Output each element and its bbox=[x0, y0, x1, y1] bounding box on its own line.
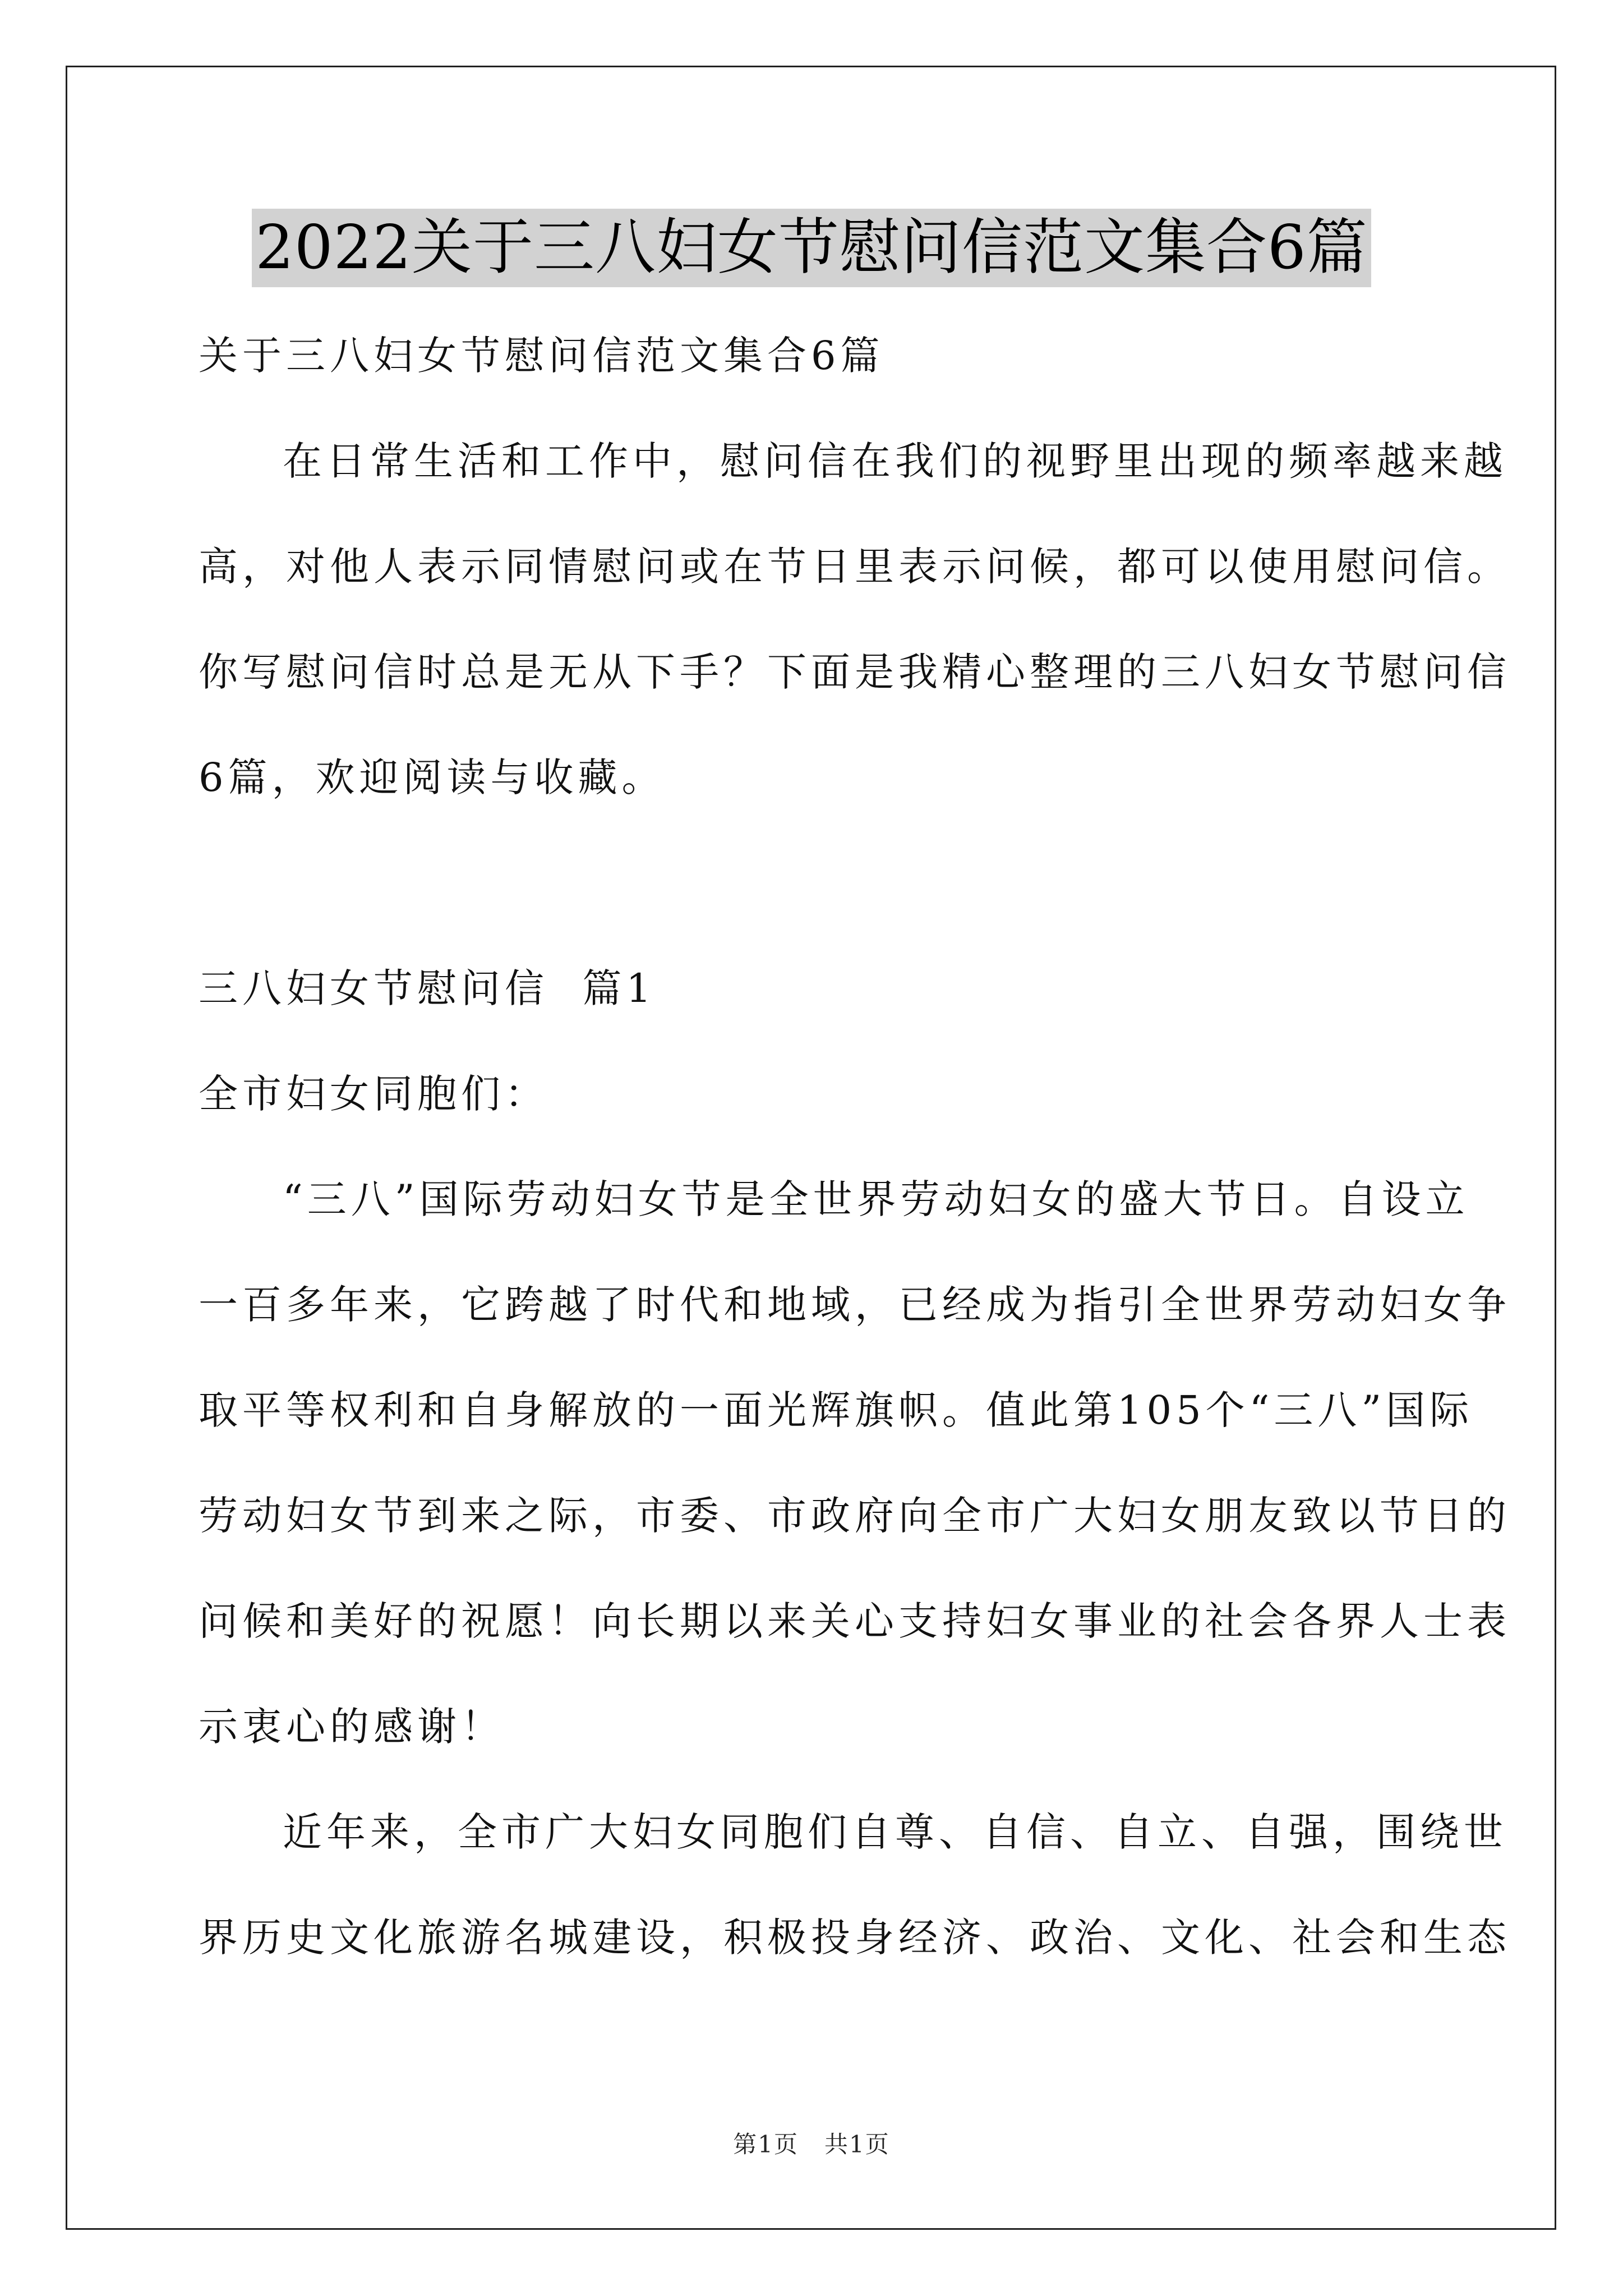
document-body bbox=[199, 303, 1511, 1990]
paragraph-line: 示衷心的感谢！ bbox=[199, 1704, 505, 1750]
intro-line: 高，对他人表示同情慰问或在节日里表示问候，都可以使用慰问信。 bbox=[199, 544, 1511, 590]
document-title: 2022关于三八妇女节慰问信范文集合6篇 bbox=[252, 209, 1371, 287]
page-footer: 第1页 共1页 bbox=[733, 2131, 890, 2158]
paragraph-line: “三八”国际劳动妇女节是全世界劳动妇女的盛大节日。自设立 bbox=[283, 1176, 1469, 1222]
intro-line: 在日常生活和工作中，慰问信在我们的视野里出现的频率越来越 bbox=[283, 438, 1507, 484]
paragraph-line: 一百多年来，它跨越了时代和地域，已经成为指引全世界劳动妇女争 bbox=[199, 1282, 1511, 1328]
document-subtitle: 关于三八妇女节慰问信范文集合6篇 bbox=[199, 333, 884, 379]
intro-line: 6篇，欢迎阅读与收藏。 bbox=[199, 754, 666, 800]
title-container bbox=[0, 209, 1623, 287]
paragraph-line: 近年来，全市广大妇女同胞们自尊、自信、自立、自强，围绕世 bbox=[283, 1809, 1507, 1855]
spacer bbox=[199, 830, 1432, 936]
salutation: 全市妇女同胞们： bbox=[199, 1071, 548, 1117]
paragraph-line: 界历史文化旅游名城建设，积极投身经济、政治、文化、社会和生态 bbox=[199, 1915, 1511, 1961]
paragraph-line: 劳动妇女节到来之际，市委、市政府向全市广大妇女朋友致以节日的 bbox=[199, 1493, 1511, 1539]
paragraph-line: 问候和美好的祝愿！向长期以来关心支持妇女事业的社会各界人士表 bbox=[199, 1598, 1511, 1644]
section-heading: 三八妇女节慰问信 篇1 bbox=[199, 965, 656, 1011]
paragraph-line: 取平等权利和自身解放的一面光辉旗帜。值此第105个“三八”国际 bbox=[199, 1387, 1474, 1433]
intro-line: 你写慰问信时总是无从下手？下面是我精心整理的三八妇女节慰问信 bbox=[199, 649, 1511, 695]
